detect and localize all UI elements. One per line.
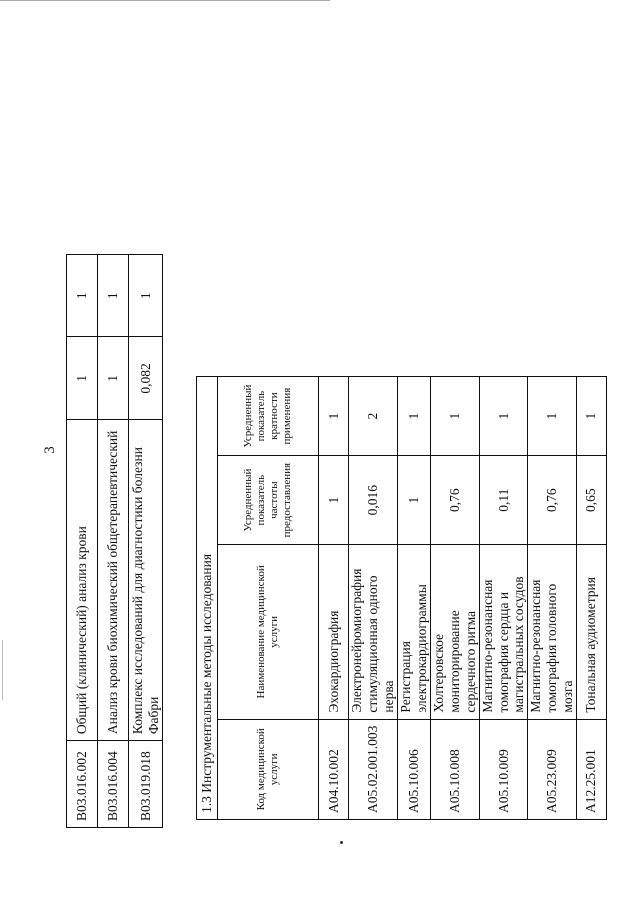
service-name: Магнитно-резонансная томография головного мозга: [527, 545, 576, 720]
section-title: 1.3 Инструментальные методы исследования: [197, 377, 218, 820]
table-row: [129, 255, 163, 828]
service-name: Комплекс исследований для диагностики болезни Фабри: [129, 420, 163, 741]
header-code: Код медицинской услуги: [218, 719, 319, 819]
frequency-value: 0,76: [527, 456, 576, 545]
multiplicity-value: 2: [349, 377, 398, 456]
section-row: [197, 377, 218, 820]
service-code: B03.016.004: [98, 741, 129, 828]
frequency-value: 0,65: [576, 456, 606, 545]
service-code: A05.10.009: [480, 719, 528, 819]
multiplicity-value: 1: [527, 377, 576, 456]
frequency-value: 0,016: [349, 456, 398, 545]
service-name: Магнитно-резонансная томография сердца и магистральных сосудов: [480, 545, 528, 720]
service-name: Анализ крови биохимический общетерапевтический: [98, 420, 129, 741]
instrumental-methods-table: [196, 376, 607, 820]
table-row: [349, 377, 398, 820]
multiplicity-value: 1: [129, 255, 163, 337]
service-name: Холтеровское мониторирование сердечного ритма: [431, 545, 480, 720]
table-row: [319, 377, 349, 820]
multiplicity-value: 1: [398, 377, 431, 456]
header-name: Наименование медицинской услуги: [218, 545, 319, 720]
service-name: Электронейромиография стимуляционная одного нерва: [349, 545, 398, 720]
ink-dot: [340, 841, 343, 844]
service-code: A04.10.002: [319, 719, 349, 819]
multiplicity-value: 1: [67, 255, 98, 337]
service-code: A05.10.008: [431, 719, 480, 819]
service-name: Общий (клинический) анализ крови: [67, 420, 98, 741]
multiplicity-value: 1: [319, 377, 349, 456]
service-code: A05.23.009: [527, 719, 576, 819]
service-name: Тональная аудиометрия: [576, 545, 606, 720]
scan-edge-mark: [2, 640, 3, 700]
service-name: Регистрация электрокардиограммы: [398, 545, 431, 720]
service-code: B03.016.002: [67, 741, 98, 828]
table-row: [431, 377, 480, 820]
service-code: A12.25.001: [576, 719, 606, 819]
frequency-value: 0,11: [480, 456, 528, 545]
table-row: [98, 255, 129, 828]
multiplicity-value: 1: [431, 377, 480, 456]
service-code: A05.10.006: [398, 719, 431, 819]
frequency-value: 1: [319, 456, 349, 545]
header-frequency: Усредненный показатель частоты предоставления: [218, 456, 319, 545]
page-number: 3: [42, 446, 58, 454]
frequency-value: 1: [67, 337, 98, 420]
service-code: A05.02.001.003: [349, 719, 398, 819]
frequency-value: 1: [398, 456, 431, 545]
frequency-value: 0,082: [129, 337, 163, 420]
frequency-value: 0,76: [431, 456, 480, 545]
multiplicity-value: 1: [576, 377, 606, 456]
table-row: [527, 377, 576, 820]
service-name: Эхокардиография: [319, 545, 349, 720]
lab-tests-table-continuation: [66, 254, 163, 828]
table-row: [398, 377, 431, 820]
table-row: [576, 377, 606, 820]
service-code: B03.019.018: [129, 741, 163, 828]
multiplicity-value: 1: [98, 255, 129, 337]
header-multiplicity: Усредненный показатель кратности применения: [218, 377, 319, 456]
frequency-value: 1: [98, 337, 129, 420]
header-row: [218, 377, 319, 820]
table-row: [480, 377, 528, 820]
scan-edge-line: [0, 0, 330, 1]
table-row: [67, 255, 98, 828]
multiplicity-value: 1: [480, 377, 528, 456]
